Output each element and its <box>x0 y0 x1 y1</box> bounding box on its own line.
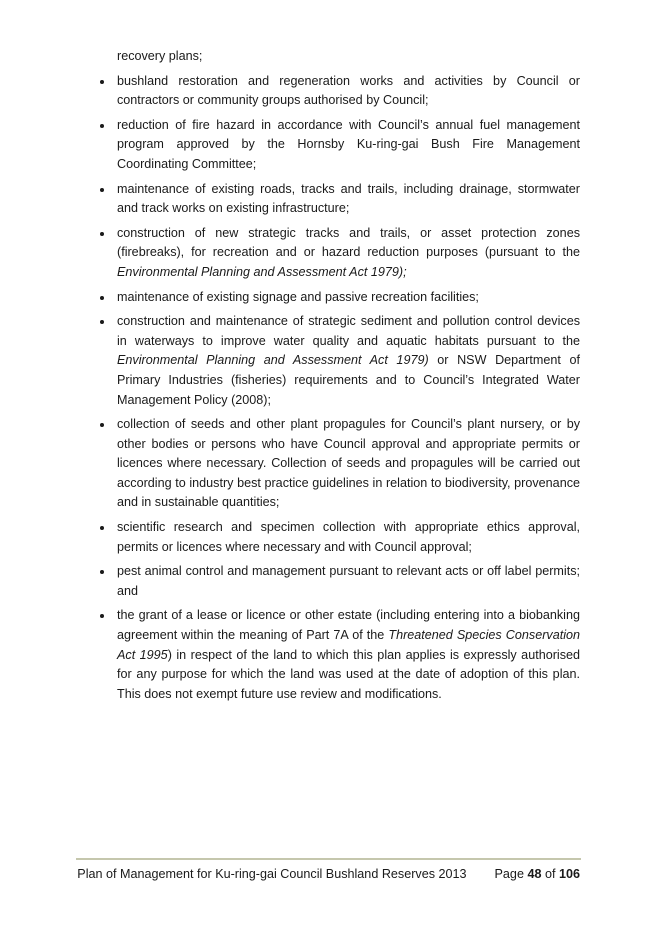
italic-citation: Environmental Planning and Assessment Act 1979) <box>117 353 429 368</box>
bullet-item <box>96 116 580 175</box>
bullet-text <box>117 314 580 406</box>
bullet-item <box>96 606 580 704</box>
italic-citation: Threatened Species Conservation Act 1995 <box>117 628 580 662</box>
bullet-text <box>117 608 580 700</box>
bullet-item <box>96 180 580 219</box>
bullet-text <box>117 182 580 216</box>
bullet-text <box>117 520 580 554</box>
bullet-item <box>96 72 580 111</box>
bullet-icon <box>100 188 104 192</box>
bullet-icon <box>100 570 104 574</box>
italic-citation: Environmental Planning and Assessment Act 1979); <box>117 264 407 279</box>
bullet-text <box>117 564 580 598</box>
bullet-text <box>117 417 580 509</box>
text-run: maintenance of existing roads, tracks and trails, including drainage, stormwater and track works on existing infrastructure; <box>117 181 580 216</box>
bullet-icon <box>100 423 104 427</box>
bullet-icon <box>100 526 104 530</box>
continued-text: recovery plans; <box>117 49 203 63</box>
page-indicator <box>495 866 580 882</box>
page-label: Page <box>494 867 524 881</box>
bullet-icon <box>100 296 104 300</box>
text-run: ) in respect of the land to which this plan applies is expressly authorised for any purpose for which the land was used at the date of adoption of this plan. This does not exempt future use review and modifications. <box>117 647 580 701</box>
bullet-text <box>117 118 580 171</box>
total-pages: 106 <box>558 867 580 881</box>
bullet-icon <box>100 124 104 128</box>
page-body <box>96 47 580 704</box>
bullet-icon <box>100 80 104 84</box>
text-run: collection of seeds and other plant propagules for Council’s plant nursery, or by other bodies or persons who have Council approval and appropriate permits or licences where necessary. Collection of seeds and propagules will be carried out according to industry best practice guidelines in relation to biodiversity, provenance and in sustainable quantities; <box>117 417 580 510</box>
bullet-item <box>96 415 580 513</box>
text-run: or NSW Department of Primary Industries (fisheries) requirements and to Council’s Integrated Water Management Policy (2008); <box>117 353 580 407</box>
bullet-list <box>96 72 580 705</box>
bullet-text <box>117 226 580 279</box>
bullet-icon <box>100 614 104 618</box>
bullet-item <box>96 312 580 410</box>
bullet-item <box>96 288 580 308</box>
current-page-number: 48 <box>527 867 542 881</box>
bullet-item <box>96 224 580 283</box>
text-run: pest animal control and management pursuant to relevant acts or off label permits; and <box>117 564 580 598</box>
text-run: construction of new strategic tracks and trails, or asset protection zones (firebreaks), for recreation and or hazard reduction purposes (pursuant to the <box>117 225 580 260</box>
bullet-text <box>117 290 479 304</box>
text-run: the grant of a lease or licence or other estate (including entering into a biobanking agreement within the meaning of Part 7A of the <box>117 608 580 643</box>
page-footer <box>77 866 580 882</box>
text-run: maintenance of existing signage and passive recreation facilities; <box>117 289 479 304</box>
text-run: bushland restoration and regeneration works and activities by Council or contractors or community groups authorised by Council; <box>117 73 580 108</box>
text-run: reduction of fire hazard in accordance with Council’s annual fuel management program approved by the Hornsby Ku-ring-gai Bush Fire Management Coordinating Committee; <box>117 117 580 171</box>
bullet-item <box>96 518 580 557</box>
bullet-icon <box>100 232 104 236</box>
of-label: of <box>544 867 556 881</box>
footer-divider <box>76 858 581 860</box>
text-run: construction and maintenance of strategic sediment and pollution control devices in waterways to improve water quality and aquatic habitats pursuant to the <box>117 314 580 348</box>
bullet-item <box>96 562 580 601</box>
bullet-text <box>117 74 580 108</box>
text-run: scientific research and specimen collection with appropriate ethics approval, permits or licences where necessary and with Council approval; <box>117 520 580 554</box>
footer-document-title: Plan of Management for Ku-ring-gai Council Bushland Reserves 2013 <box>77 867 467 881</box>
bullet-icon <box>100 320 104 324</box>
